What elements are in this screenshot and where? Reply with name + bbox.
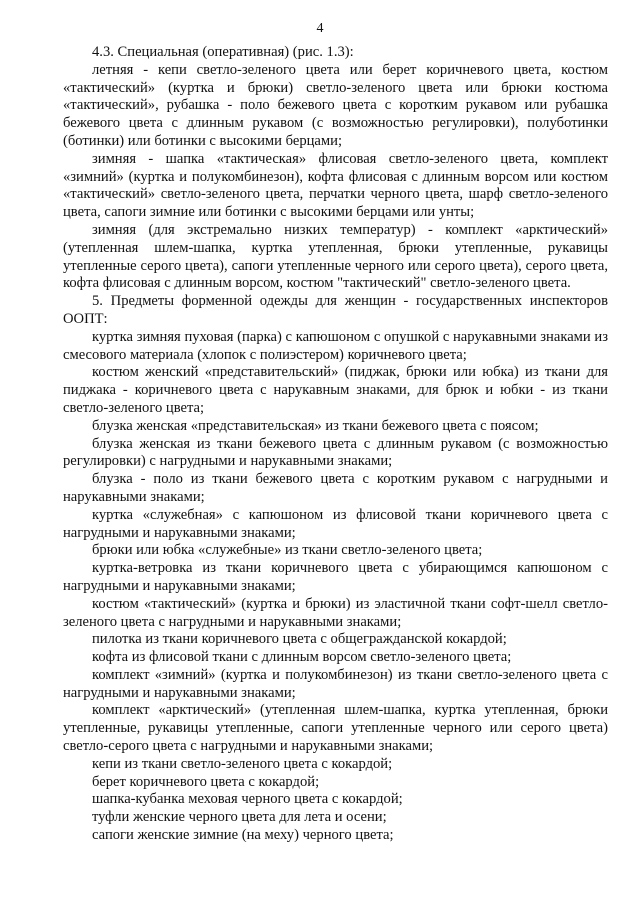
list-item: брюки или юбка «служебные» из ткани светло-зеленого цвета; [92,542,483,559]
list-item: блузка женская «представительская» из ткани бежевого цвета с поясом; [92,417,539,434]
list-item: шапка-кубанка меховая черного цвета с кокардой; [92,791,403,808]
list-item: костюм женский «представительский» (пиджак, брюки или юбка) из ткани для пиджака - коричневого цвета с нарукавным знаками, для брюк и юбки - из ткани светло-зеленого цвета; [63,364,608,416]
section-heading: 4.3. Специальная (оперативная) (рис. 1.3): [92,44,354,60]
document-body [63,44,608,845]
list-item: блузка - поло из ткани бежевого цвета с коротким рукавом с нагрудными и нарукавными знаками; [63,471,608,505]
list-item: куртка зимняя пуховая (парка) с капюшоном с опушкой с нарукавными знаками из смесового материала (хлопок с полиэстером) коричневого цвета; [63,328,608,363]
list-item: блузка женская из ткани бежевого цвета с длинным рукавом (с возможностью регулировки) с нагрудными и нарукавными знаками; [63,435,608,470]
list-item: берет коричневого цвета с кокардой; [92,773,320,790]
list-item: комплект «арктический» (утепленная шлем-шапка, куртка утепленная, брюки утепленные, рукавицы утепленные, сапоги утепленные черного или серого цвета) светло-серого цвета с нагрудными и нарукавными знаками; [63,702,608,755]
paragraph: летняя - кепи светло-зеленого цвета или берет коричневого цвета, костюм «тактический» (куртка и брюки) светло-зеленого цвета или брюки костюма «тактический», рубашка - поло бежевого цвета с коротким рукавом или рубашка бежевого цвета с длинным рукавом (с возможностью регулировки), полуботинки (ботинки) или ботинки с высокими берцами; [63,61,608,149]
page-number: 4 [316,21,324,36]
list-item: куртка «служебная» с капюшоном из флисовой ткани коричневого цвета с нагрудными и нарукавными знаками; [63,506,608,541]
section-heading: 5. Предметы форменной одежды для женщин - государственных инспекторов ООПТ: [63,293,608,327]
list-item: комплект «зимний» (куртка и полукомбинезон) из ткани светло-зеленого цвета с нагрудными и нарукавными знаками; [63,666,608,701]
list-item: кепи из ткани светло-зеленого цвета с кокардой; [92,755,393,772]
list-item: пилотка из ткани коричневого цвета с общегражданской кокардой; [92,631,507,648]
list-item: костюм «тактический» (куртка и брюки) из эластичной ткани софт-шелл светло-зеленого цвета с нагрудными и нарукавными знаками; [63,595,608,630]
list-item: куртка-ветровка из ткани коричневого цвета с убирающимся капюшоном с нагрудными и нарукавными знаками; [63,560,608,594]
paragraph: зимняя - шапка «тактическая» флисовая светло-зеленого цвета, комплект «зимний» (куртка и полукомбинезон), кофта флисовая с длинным ворсом или костюм «тактический» светло-зеленого цвета, перчатки черного цвета, шарф светло-зеленого цвета, сапоги зимние или ботинки с высокими берцами или унты; [63,150,608,221]
list-item: сапоги женские зимние (на меху) черного цвета; [92,827,394,844]
list-item: кофта из флисовой ткани с длинным ворсом светло-зеленого цвета; [92,649,512,666]
paragraph: зимняя (для экстремально низких температур) - комплект «арктический» (утепленная шлем-шапка, куртка утепленная, брюки утепленные, рукавицы утепленные серого цвета), сапоги утепленные черного или серого цвета), серого цвета, кофта флисовая с длинным ворсом, костюм "тактический" светло-зеленого цвета. [63,221,608,292]
list-item: туфли женские черного цвета для лета и осени; [92,809,387,826]
